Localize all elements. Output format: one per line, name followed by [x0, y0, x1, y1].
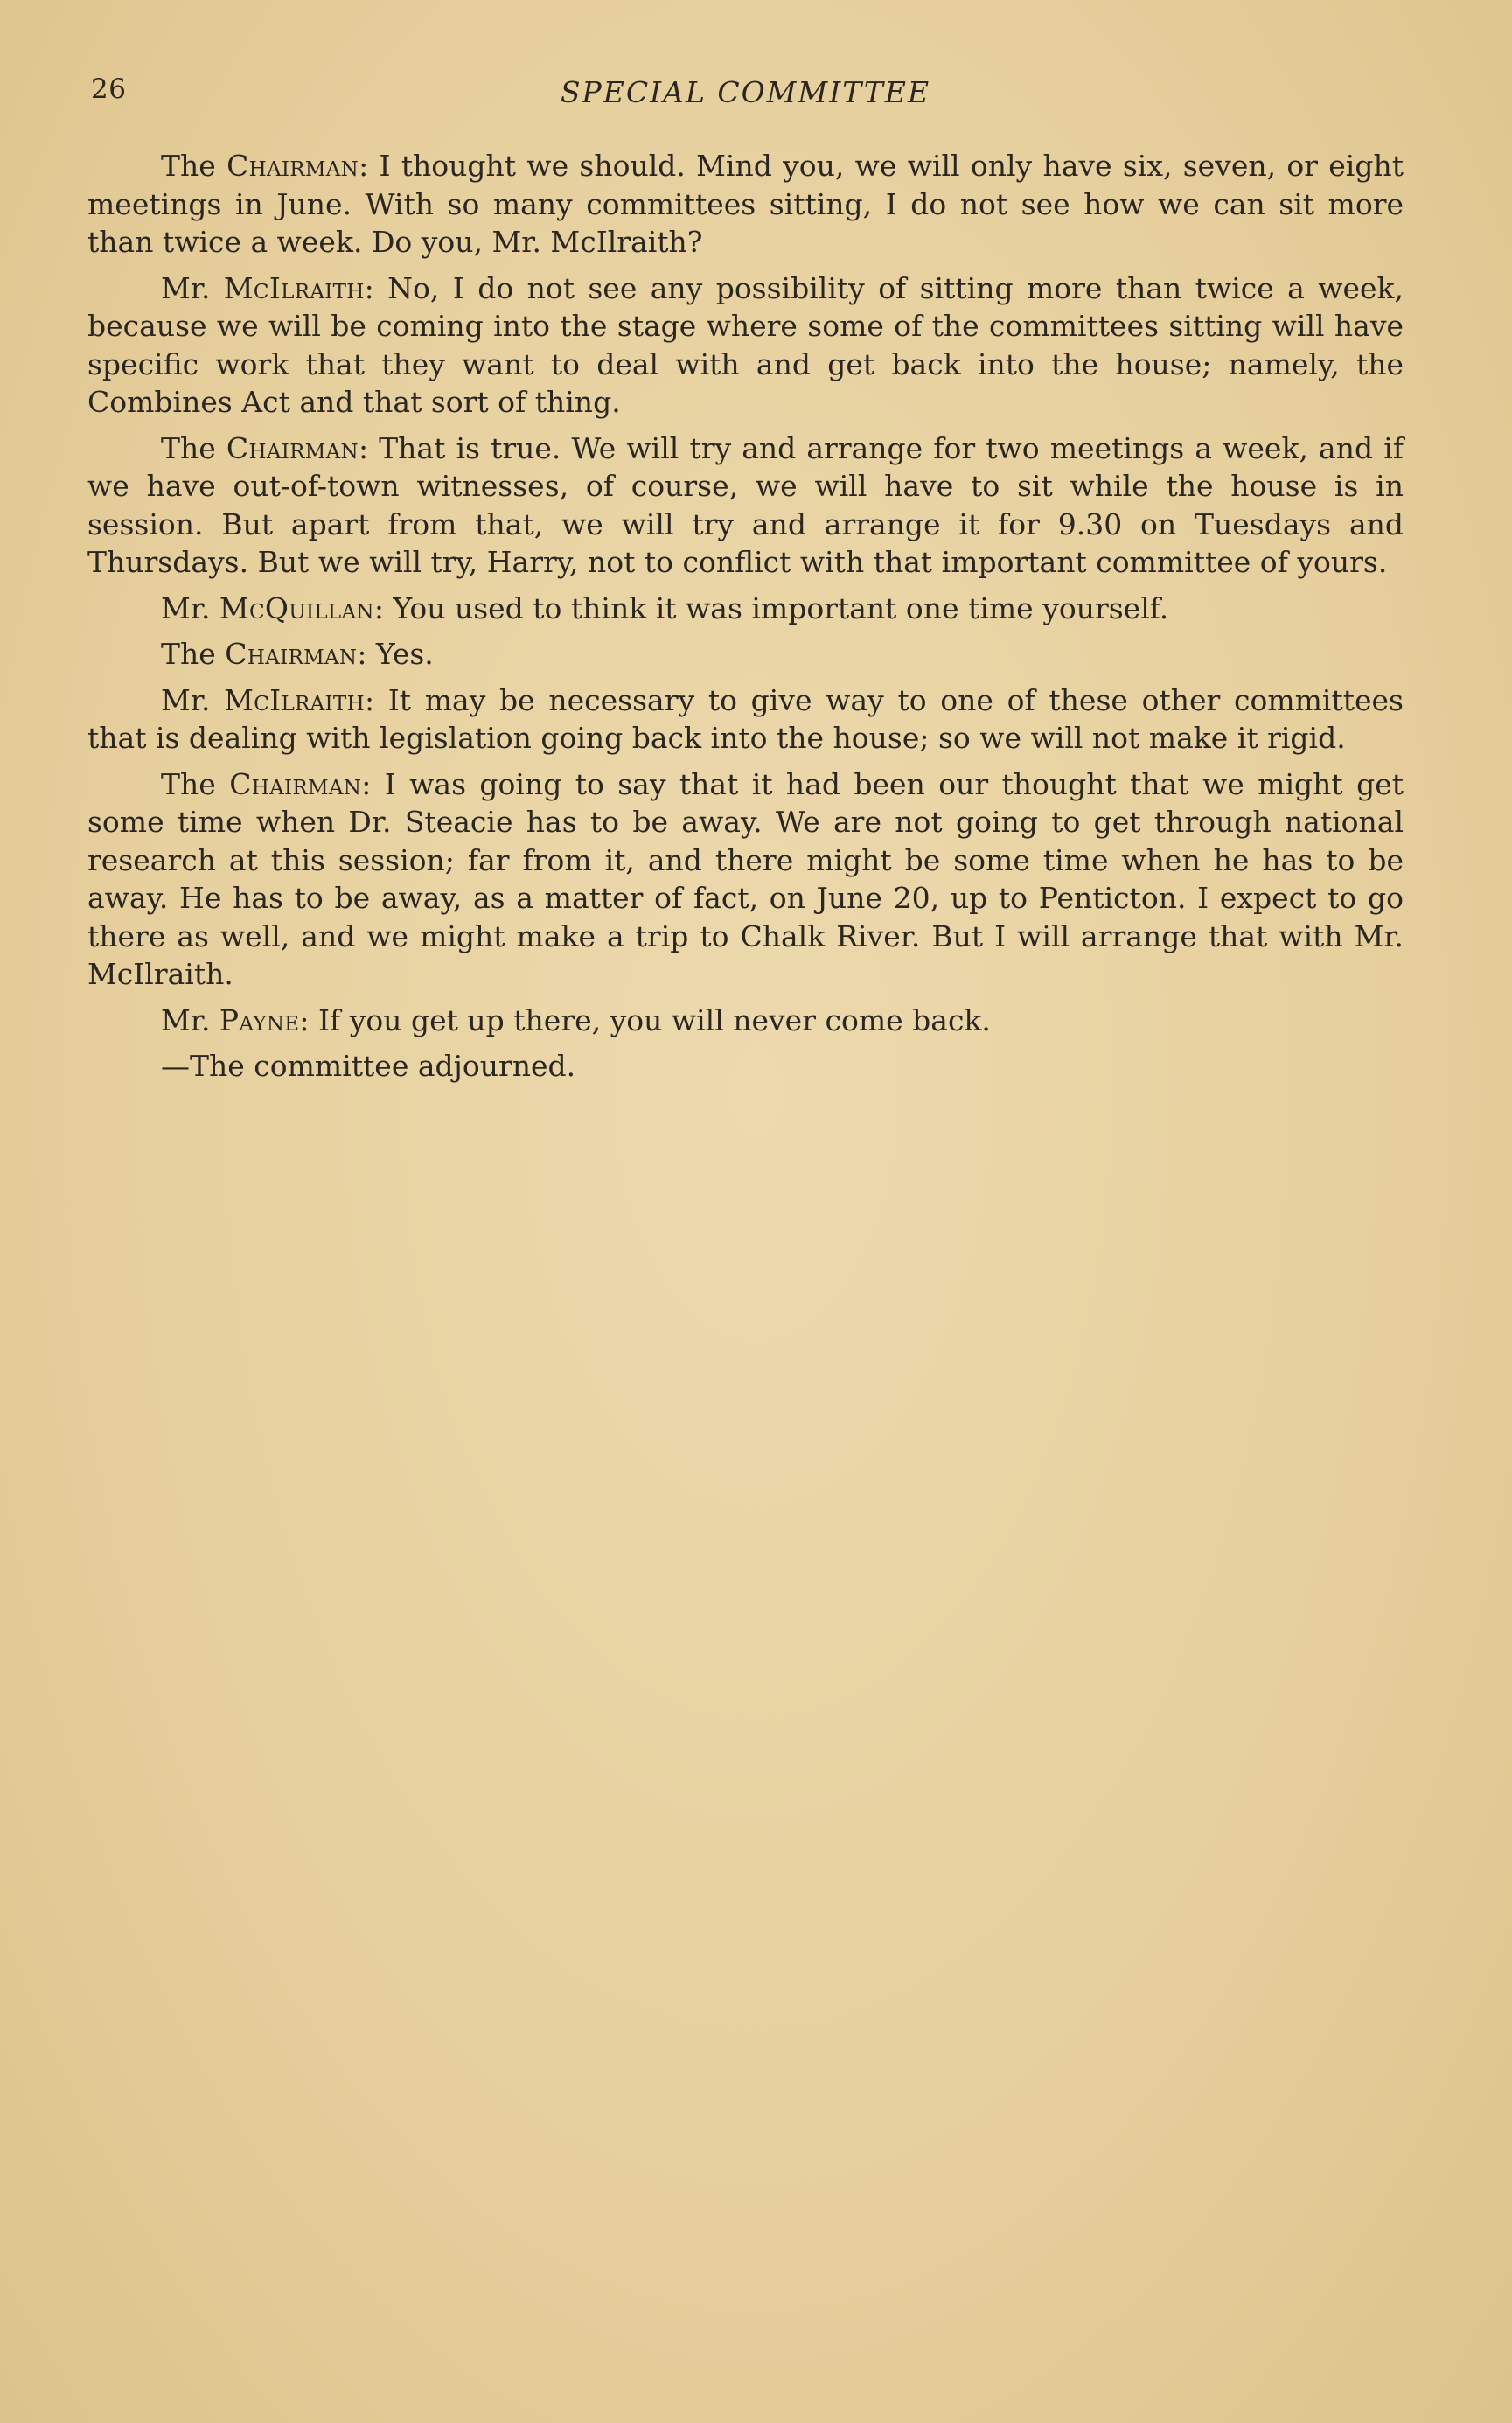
- paragraph-adjournment: [87, 1047, 1404, 1086]
- paragraph-mcquillan-1: [87, 590, 1404, 628]
- speaker-prefix: The: [161, 149, 227, 183]
- speaker-name: McQuillan: [219, 590, 374, 625]
- paragraph-text: : I thought we should. Mind you, we will only have six, seven, or eight meetings in June. With so many committees sitting, I do not see how we can sit more than twice a week. Do you, Mr. McIlraith?: [87, 149, 1404, 259]
- paragraph-text: : You used to think it was important one time yourself.: [373, 590, 1169, 625]
- speaker-name: Chairman: [226, 430, 359, 465]
- paragraph-payne-1: [87, 1002, 1404, 1040]
- paragraph-mcilraith-2: [87, 681, 1404, 758]
- speaker-name: Chairman: [225, 637, 358, 671]
- page-header: [87, 73, 1404, 117]
- paragraph-text: : Yes.: [357, 637, 434, 671]
- speaker-name: McIlraith: [224, 682, 365, 717]
- paragraph-chairman-4: [87, 765, 1404, 994]
- speaker-name: Payne: [219, 1002, 300, 1037]
- speaker-prefix: Mr.: [161, 270, 224, 305]
- speaker-prefix: Mr.: [161, 590, 219, 625]
- page-number: 26: [91, 73, 127, 105]
- paragraph-text: : I was going to say that it had been our thought that we might get some time when Dr. Steacie has to be away. We are not going to get through national research at this session; far from it, and there might be some time when he has to be away. He has to be away, as a matter of fact, on June 20, up to Penticton. I expect to go there as well, and we might make a trip to Chalk River. But I will arrange that with Mr. McIlraith.: [87, 766, 1404, 991]
- paragraph-text: : It may be necessary to give way to one of these other committees that is dealing with legislation going back into the house; so we will not make it rigid.: [87, 682, 1404, 755]
- speaker-prefix: The: [161, 766, 230, 801]
- speaker-prefix: Mr.: [161, 1002, 219, 1037]
- paragraph-text: : If you get up there, you will never come back.: [299, 1002, 991, 1037]
- running-title: SPECIAL COMMITTEE: [560, 75, 931, 109]
- speaker-name: Chairman: [226, 149, 359, 183]
- paragraph-text: : No, I do not see any possibility of sitting more than twice a week, because we will be coming into the stage where some of the committees sitting will have specific work that they want to deal with and get back into the house; namely, the Combines Act and that sort of thing.: [87, 270, 1404, 419]
- speaker-prefix: The: [161, 637, 226, 671]
- speaker-name: Chairman: [229, 766, 362, 801]
- paragraph-text: : That is true. We will try and arrange for two meetings a week, and if we have out-of-town witnesses, of course, we will have to sit while the house is in session. But apart from that, we will try and arrange it for 9.30 on Tuesdays and Thursdays. But we will try, Harry, not to conflict with that important committee of yours.: [87, 430, 1404, 579]
- speaker-prefix: The: [161, 430, 226, 465]
- paragraph-mcilraith-1: [87, 269, 1404, 422]
- adjournment-text: —The committee adjourned.: [161, 1049, 576, 1083]
- paragraph-chairman-2: [87, 429, 1404, 582]
- speaker-name: McIlraith: [223, 270, 365, 305]
- speaker-prefix: Mr.: [161, 682, 225, 717]
- paragraph-chairman-1: [87, 147, 1404, 262]
- transcript-body: [87, 147, 1404, 1093]
- paragraph-chairman-3: [87, 635, 1404, 674]
